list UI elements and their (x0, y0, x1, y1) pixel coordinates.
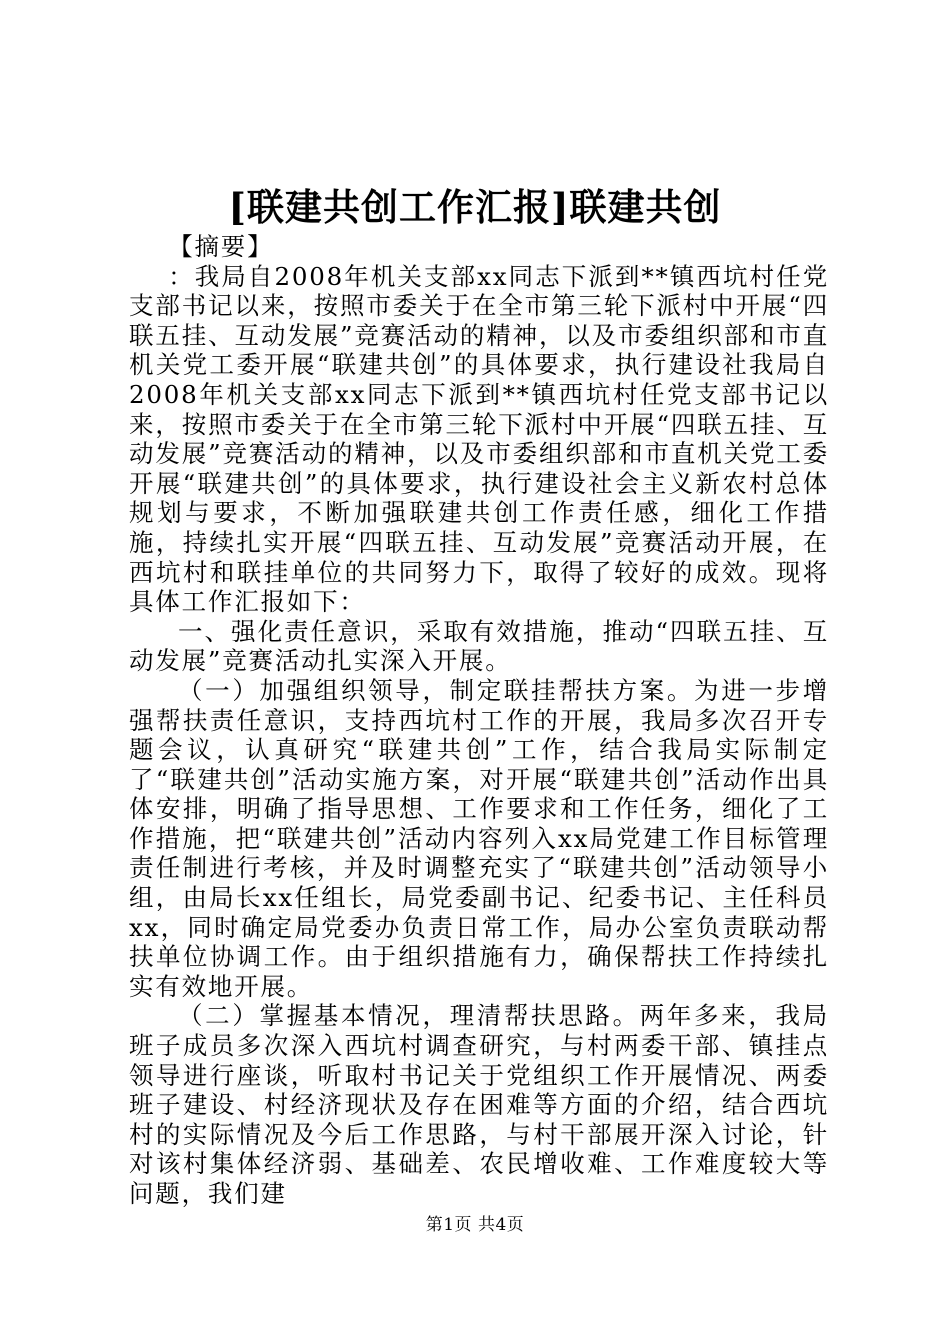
paragraph-subsection-1: （一）加强组织领导，制定联挂帮扶方案。为进一步增强帮扶责任意识，支持西坑村工作的开展，我局多次召开专题会议，认真研究“联建共创”工作，结合我局实际制定了“联建共创”活动实施方案，对开展“联建共创”活动作出具体安排，明确了指导思想、工作要求和工作任务，细化了工作措施，把“联建共创”活动内容列入xx局党建工作目标管理责任制进行考核，并及时调整充实了“联建共创”活动领导小组，由局长xx任组长，局党委副书记、纪委书记、主任科员xx，同时确定局党委办负责日常工作，局办公室负责联动帮扶单位协调工作。由于组织措施有力，确保帮扶工作持续扎实有效地开展。 (129, 675, 829, 1001)
document-title: [联建共创工作汇报]联建共创 (228, 185, 722, 229)
paragraph-intro: ：我局自2008年机关支部xx同志下派到**镇西坑村任党支部书记以来，按照市委关于在全市第三轮下派村中开展“四联五挂、互动发展”竞赛活动的精神，以及市委组织部和市直机关党工委开展“联建共创”的具体要求，执行建设社我局自2008年机关支部xx同志下派到**镇西坑村任党支部书记以来，按照市委关于在全市第三轮下派村中开展“四联五挂、互动发展”竞赛活动的精神，以及市委组织部和市直机关党工委开展“联建共创”的具体要求，执行建设社会主义新农村总体规划与要求，不断加强联建共创工作责任感，细化工作措施，持续扎实开展“四联五挂、互动发展”竞赛活动开展，在西坑村和联挂单位的共同努力下，取得了较好的成效。现将具体工作汇报如下： (129, 261, 829, 617)
document-body (129, 232, 829, 1209)
paragraph-section-heading: 一、强化责任意识，采取有效措施，推动“四联五挂、互动发展”竞赛活动扎实深入开展。 (129, 616, 829, 676)
paragraph-subsection-2: （二）掌握基本情况，理清帮扶思路。两年多来，我局班子成员多次深入西坑村调查研究，与村两委干部、镇挂点领导进行座谈，听取村书记关于党组织工作开展情况、两委班子建设、村经济现状及存在困难等方面的介绍，结合西坑村的实际情况及今后工作思路，与村干部展开深入讨论，针对该村集体经济弱、基础差、农民增收难、工作难度较大等问题，我们建 (129, 1001, 829, 1208)
abstract-label: 【摘要】 (168, 232, 274, 261)
page-footer: 第1页 共4页 (425, 1215, 525, 1235)
